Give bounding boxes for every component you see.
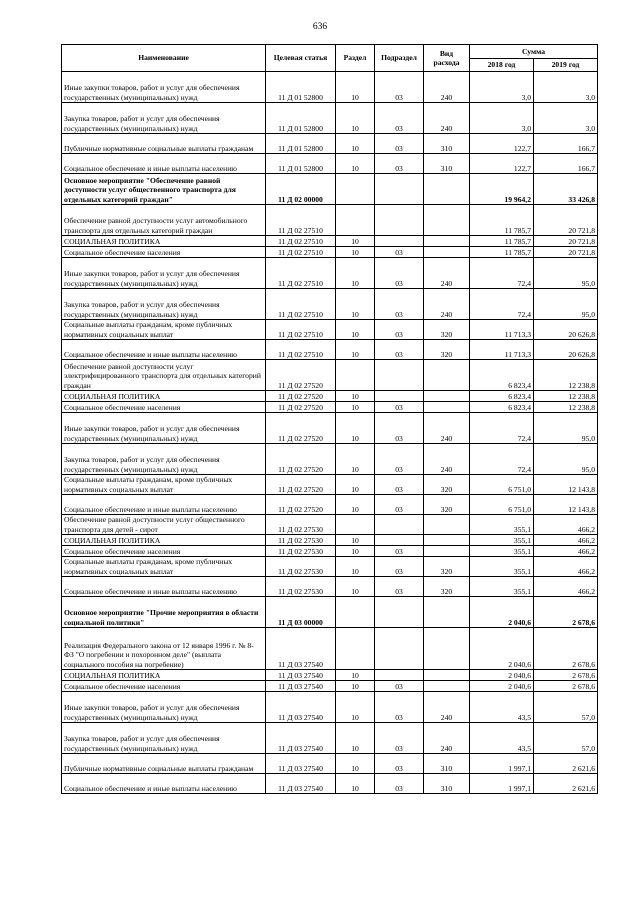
cell-sum-2019: 95,0 — [534, 444, 598, 475]
table-row — [62, 289, 598, 320]
header-target: Целевая статья — [266, 45, 336, 72]
cell-subsection: 03 — [375, 774, 424, 794]
cell-expense-type — [424, 402, 470, 413]
cell-sum-2019: 2 678,6 — [534, 670, 598, 681]
cell-target: 11 Д 02 27520 — [266, 444, 336, 475]
cell-expense-type: 240 — [424, 72, 470, 103]
cell-name: Социальное обеспечение населения — [62, 247, 266, 258]
cell-target: 11 Д 01 52800 — [266, 103, 336, 134]
table-body — [62, 72, 598, 794]
table-row — [62, 174, 598, 205]
cell-section: 10 — [336, 774, 375, 794]
table-row — [62, 413, 598, 444]
table-row — [62, 402, 598, 413]
cell-subsection: 03 — [375, 557, 424, 577]
cell-target: 11 Д 01 52800 — [266, 134, 336, 154]
table-row — [62, 360, 598, 391]
cell-name: Социальное обеспечение населения — [62, 681, 266, 692]
cell-name: Основное мероприятие "Обеспечение равной доступности услуг общественного транспорта для отдельных категорий граждан" — [62, 174, 266, 205]
cell-sum-2018: 19 964,2 — [470, 174, 534, 205]
cell-sum-2018: 122,7 — [470, 134, 534, 154]
cell-expense-type: 320 — [424, 340, 470, 360]
table-row — [62, 475, 598, 495]
cell-sum-2018: 2 040,6 — [470, 670, 534, 681]
cell-sum-2018: 43,5 — [470, 692, 534, 723]
cell-target: 11 Д 02 27520 — [266, 402, 336, 413]
cell-subsection: 03 — [375, 247, 424, 258]
table-row — [62, 774, 598, 794]
cell-expense-type — [424, 670, 470, 681]
cell-target: 11 Д 02 27510 — [266, 205, 336, 236]
cell-subsection: 03 — [375, 723, 424, 754]
cell-section: 10 — [336, 475, 375, 495]
cell-subsection — [375, 391, 424, 402]
cell-expense-type — [424, 174, 470, 205]
cell-section: 10 — [336, 557, 375, 577]
cell-subsection: 03 — [375, 340, 424, 360]
cell-section: 10 — [336, 577, 375, 597]
cell-subsection — [375, 670, 424, 681]
cell-section: 10 — [336, 154, 375, 174]
table-row — [62, 597, 598, 628]
cell-name: СОЦИАЛЬНАЯ ПОЛИТИКА — [62, 670, 266, 681]
cell-name: СОЦИАЛЬНАЯ ПОЛИТИКА — [62, 535, 266, 546]
cell-subsection — [375, 535, 424, 546]
cell-section: 10 — [336, 247, 375, 258]
cell-sum-2019: 12 238,8 — [534, 391, 598, 402]
cell-name: Обеспечение равной доступности услуг общественного транспорта для детей - сирот — [62, 515, 266, 535]
cell-sum-2018: 6 823,4 — [470, 360, 534, 391]
cell-subsection — [375, 174, 424, 205]
cell-expense-type: 310 — [424, 154, 470, 174]
cell-target: 11 Д 02 27520 — [266, 475, 336, 495]
cell-expense-type: 320 — [424, 475, 470, 495]
cell-name: Обеспечение равной доступности услуг электрифицированного транспорта для отдельных категорий граждан — [62, 360, 266, 391]
cell-expense-type — [424, 597, 470, 628]
cell-target: 11 Д 03 27540 — [266, 754, 336, 774]
cell-name: Социальное обеспечение и иные выплаты населению — [62, 154, 266, 174]
cell-target: 11 Д 02 27530 — [266, 515, 336, 535]
cell-sum-2018: 3,0 — [470, 103, 534, 134]
cell-sum-2019: 466,2 — [534, 546, 598, 557]
cell-sum-2019: 20 721,8 — [534, 205, 598, 236]
cell-section — [336, 174, 375, 205]
cell-section: 10 — [336, 681, 375, 692]
cell-target: 11 Д 02 27520 — [266, 391, 336, 402]
table-row — [62, 340, 598, 360]
cell-subsection: 03 — [375, 444, 424, 475]
cell-sum-2018: 355,1 — [470, 557, 534, 577]
cell-section: 10 — [336, 535, 375, 546]
cell-name: Социальные выплаты гражданам, кроме публичных нормативных социальных выплат — [62, 557, 266, 577]
cell-subsection: 03 — [375, 289, 424, 320]
cell-name: Иные закупки товаров, работ и услуг для обеспечения государственных (муниципальных) нужд — [62, 692, 266, 723]
cell-target: 11 Д 01 52800 — [266, 72, 336, 103]
cell-section: 10 — [336, 444, 375, 475]
cell-section — [336, 597, 375, 628]
cell-section: 10 — [336, 391, 375, 402]
cell-subsection: 03 — [375, 402, 424, 413]
budget-table — [61, 44, 598, 794]
cell-sum-2018: 1 997,1 — [470, 774, 534, 794]
cell-expense-type: 240 — [424, 289, 470, 320]
cell-target: 11 Д 03 27540 — [266, 628, 336, 670]
cell-subsection: 03 — [375, 475, 424, 495]
cell-name: Социальные выплаты гражданам, кроме публичных нормативных социальных выплат — [62, 320, 266, 340]
cell-sum-2018: 43,5 — [470, 723, 534, 754]
cell-subsection: 03 — [375, 258, 424, 289]
cell-sum-2019: 166,7 — [534, 134, 598, 154]
cell-name: Закупка товаров, работ и услуг для обеспечения государственных (муниципальных) нужд — [62, 444, 266, 475]
cell-name: Обеспечение равной доступности услуг автомобильного транспорта для отдельных категорий граждан — [62, 205, 266, 236]
cell-sum-2019: 466,2 — [534, 557, 598, 577]
cell-expense-type: 240 — [424, 692, 470, 723]
cell-sum-2018: 72,4 — [470, 258, 534, 289]
cell-name: Иные закупки товаров, работ и услуг для обеспечения государственных (муниципальных) нужд — [62, 72, 266, 103]
cell-target: 11 Д 02 27510 — [266, 247, 336, 258]
table-row — [62, 247, 598, 258]
cell-sum-2019: 95,0 — [534, 413, 598, 444]
cell-section — [336, 360, 375, 391]
cell-target: 11 Д 02 27530 — [266, 535, 336, 546]
table-row — [62, 692, 598, 723]
cell-name: Иные закупки товаров, работ и услуг для обеспечения государственных (муниципальных) нужд — [62, 413, 266, 444]
table-row — [62, 134, 598, 154]
cell-section: 10 — [336, 495, 375, 515]
cell-expense-type: 320 — [424, 495, 470, 515]
header-year-2018: 2018 год — [470, 59, 534, 72]
cell-sum-2018: 72,4 — [470, 289, 534, 320]
table-header — [62, 45, 598, 72]
cell-expense-type — [424, 247, 470, 258]
cell-sum-2018: 2 040,6 — [470, 628, 534, 670]
cell-sum-2019: 2 621,6 — [534, 774, 598, 794]
cell-sum-2019: 466,2 — [534, 535, 598, 546]
cell-subsection — [375, 628, 424, 670]
cell-expense-type — [424, 236, 470, 247]
cell-target: 11 Д 02 27510 — [266, 258, 336, 289]
cell-expense-type: 320 — [424, 320, 470, 340]
cell-name: Закупка товаров, работ и услуг для обеспечения государственных (муниципальных) нужд — [62, 103, 266, 134]
table-row — [62, 205, 598, 236]
table-row — [62, 103, 598, 134]
cell-subsection: 03 — [375, 692, 424, 723]
cell-subsection: 03 — [375, 320, 424, 340]
cell-section: 10 — [336, 340, 375, 360]
table-row — [62, 557, 598, 577]
cell-name: Социальное обеспечение населения — [62, 546, 266, 557]
cell-sum-2018: 11 713,3 — [470, 340, 534, 360]
cell-sum-2018: 6 823,4 — [470, 391, 534, 402]
cell-target: 11 Д 01 52800 — [266, 154, 336, 174]
cell-expense-type — [424, 628, 470, 670]
header-section: Раздел — [336, 45, 375, 72]
cell-target: 11 Д 03 27540 — [266, 670, 336, 681]
cell-sum-2019: 12 238,8 — [534, 360, 598, 391]
cell-subsection — [375, 205, 424, 236]
cell-section: 10 — [336, 134, 375, 154]
cell-sum-2019: 3,0 — [534, 72, 598, 103]
cell-subsection: 03 — [375, 72, 424, 103]
cell-sum-2019: 20 626,8 — [534, 320, 598, 340]
cell-target: 11 Д 03 00000 — [266, 597, 336, 628]
cell-section: 10 — [336, 546, 375, 557]
cell-expense-type — [424, 681, 470, 692]
cell-target: 11 Д 02 27530 — [266, 557, 336, 577]
cell-sum-2018: 355,1 — [470, 535, 534, 546]
cell-subsection: 03 — [375, 546, 424, 557]
cell-expense-type: 240 — [424, 103, 470, 134]
cell-section: 10 — [336, 754, 375, 774]
table-row — [62, 681, 598, 692]
cell-name: Социальное обеспечение и иные выплаты населению — [62, 340, 266, 360]
cell-section — [336, 205, 375, 236]
cell-target: 11 Д 03 27540 — [266, 723, 336, 754]
cell-subsection: 03 — [375, 103, 424, 134]
cell-expense-type: 310 — [424, 134, 470, 154]
cell-sum-2018: 11 785,7 — [470, 236, 534, 247]
cell-target: 11 Д 02 27510 — [266, 320, 336, 340]
cell-subsection: 03 — [375, 134, 424, 154]
cell-sum-2019: 2 678,6 — [534, 597, 598, 628]
cell-expense-type: 240 — [424, 444, 470, 475]
cell-section — [336, 515, 375, 535]
cell-sum-2019: 57,0 — [534, 692, 598, 723]
cell-sum-2018: 355,1 — [470, 515, 534, 535]
cell-expense-type — [424, 391, 470, 402]
cell-sum-2018: 11 785,7 — [470, 205, 534, 236]
cell-sum-2018: 72,4 — [470, 413, 534, 444]
cell-target: 11 Д 03 27540 — [266, 774, 336, 794]
header-year-2019: 2019 год — [534, 59, 598, 72]
cell-sum-2019: 20 721,8 — [534, 236, 598, 247]
cell-sum-2018: 11 713,3 — [470, 320, 534, 340]
cell-section: 10 — [336, 670, 375, 681]
cell-expense-type: 240 — [424, 258, 470, 289]
cell-sum-2019: 3,0 — [534, 103, 598, 134]
table-row — [62, 444, 598, 475]
cell-name: СОЦИАЛЬНАЯ ПОЛИТИКА — [62, 236, 266, 247]
cell-sum-2019: 95,0 — [534, 289, 598, 320]
cell-target: 11 Д 02 27510 — [266, 340, 336, 360]
table-row — [62, 258, 598, 289]
cell-name: Социальное обеспечение населения — [62, 402, 266, 413]
cell-name: Социальное обеспечение и иные выплаты населению — [62, 577, 266, 597]
cell-section: 10 — [336, 402, 375, 413]
table-row — [62, 546, 598, 557]
cell-name: Социальное обеспечение и иные выплаты населению — [62, 774, 266, 794]
cell-sum-2019: 12 143,8 — [534, 495, 598, 515]
cell-sum-2019: 20 721,8 — [534, 247, 598, 258]
cell-expense-type — [424, 360, 470, 391]
cell-target: 11 Д 02 27520 — [266, 495, 336, 515]
table-row — [62, 515, 598, 535]
cell-sum-2019: 12 143,8 — [534, 475, 598, 495]
cell-subsection: 03 — [375, 681, 424, 692]
table-row — [62, 723, 598, 754]
cell-expense-type: 310 — [424, 754, 470, 774]
cell-name: Иные закупки товаров, работ и услуг для обеспечения государственных (муниципальных) нужд — [62, 258, 266, 289]
cell-expense-type — [424, 515, 470, 535]
table-row — [62, 154, 598, 174]
cell-sum-2019: 20 626,8 — [534, 340, 598, 360]
cell-name: Публичные нормативные социальные выплаты гражданам — [62, 134, 266, 154]
cell-subsection — [375, 515, 424, 535]
header-expense-type: Вид расхода — [424, 45, 470, 72]
cell-section: 10 — [336, 320, 375, 340]
cell-sum-2019: 12 238,8 — [534, 402, 598, 413]
cell-target: 11 Д 02 27530 — [266, 577, 336, 597]
header-name: Наименование — [62, 45, 266, 72]
cell-sum-2018: 122,7 — [470, 154, 534, 174]
cell-target: 11 Д 02 27510 — [266, 236, 336, 247]
cell-expense-type: 320 — [424, 577, 470, 597]
table-row — [62, 754, 598, 774]
cell-section: 10 — [336, 289, 375, 320]
cell-target: 11 Д 02 27530 — [266, 546, 336, 557]
cell-section: 10 — [336, 692, 375, 723]
cell-section: 10 — [336, 103, 375, 134]
cell-sum-2019: 166,7 — [534, 154, 598, 174]
cell-sum-2019: 95,0 — [534, 258, 598, 289]
cell-expense-type: 320 — [424, 557, 470, 577]
cell-name: Реализация Федерального закона от 12 января 1996 г. № 8-ФЗ "О погребении и похоронном деле" (выплата социального пособия на погребение) — [62, 628, 266, 670]
cell-section: 10 — [336, 258, 375, 289]
cell-sum-2018: 3,0 — [470, 72, 534, 103]
page-number: 636 — [312, 22, 328, 32]
cell-sum-2018: 6 823,4 — [470, 402, 534, 413]
cell-expense-type: 310 — [424, 774, 470, 794]
cell-target: 11 Д 02 27520 — [266, 360, 336, 391]
cell-expense-type — [424, 535, 470, 546]
cell-sum-2019: 2 678,6 — [534, 681, 598, 692]
cell-sum-2018: 1 997,1 — [470, 754, 534, 774]
cell-sum-2019: 57,0 — [534, 723, 598, 754]
cell-subsection: 03 — [375, 577, 424, 597]
cell-name: СОЦИАЛЬНАЯ ПОЛИТИКА — [62, 391, 266, 402]
cell-sum-2018: 355,1 — [470, 577, 534, 597]
cell-name: Публичные нормативные социальные выплаты гражданам — [62, 754, 266, 774]
cell-sum-2019: 466,2 — [534, 577, 598, 597]
cell-name: Социальное обеспечение и иные выплаты населению — [62, 495, 266, 515]
cell-target: 11 Д 02 27520 — [266, 413, 336, 444]
cell-expense-type: 240 — [424, 723, 470, 754]
cell-name: Основное мероприятие "Прочие мероприятия в области социальной политики" — [62, 597, 266, 628]
cell-subsection: 03 — [375, 754, 424, 774]
cell-name: Закупка товаров, работ и услуг для обеспечения государственных (муниципальных) нужд — [62, 723, 266, 754]
header-subsection: Подраздел — [375, 45, 424, 72]
cell-sum-2018: 2 040,6 — [470, 597, 534, 628]
table-row — [62, 495, 598, 515]
table-row — [62, 535, 598, 546]
cell-name: Закупка товаров, работ и услуг для обеспечения государственных (муниципальных) нужд — [62, 289, 266, 320]
header-sum: Сумма — [470, 45, 598, 59]
table-row — [62, 72, 598, 103]
cell-target: 11 Д 03 27540 — [266, 692, 336, 723]
cell-section: 10 — [336, 236, 375, 247]
cell-subsection — [375, 360, 424, 391]
cell-target: 11 Д 03 27540 — [266, 681, 336, 692]
cell-subsection: 03 — [375, 154, 424, 174]
cell-sum-2018: 2 040,6 — [470, 681, 534, 692]
cell-sum-2019: 2 678,6 — [534, 628, 598, 670]
cell-expense-type — [424, 546, 470, 557]
cell-sum-2019: 466,2 — [534, 515, 598, 535]
table-row — [62, 391, 598, 402]
cell-target: 11 Д 02 00000 — [266, 174, 336, 205]
cell-target: 11 Д 02 27510 — [266, 289, 336, 320]
table-row — [62, 236, 598, 247]
table-row — [62, 320, 598, 340]
cell-sum-2019: 2 621,6 — [534, 754, 598, 774]
table-row — [62, 670, 598, 681]
cell-name: Социальные выплаты гражданам, кроме публичных нормативных социальных выплат — [62, 475, 266, 495]
cell-section: 10 — [336, 72, 375, 103]
cell-sum-2019: 33 426,8 — [534, 174, 598, 205]
cell-sum-2018: 355,1 — [470, 546, 534, 557]
cell-section: 10 — [336, 413, 375, 444]
table-row — [62, 577, 598, 597]
cell-sum-2018: 72,4 — [470, 444, 534, 475]
cell-subsection — [375, 597, 424, 628]
cell-sum-2018: 6 751,0 — [470, 495, 534, 515]
table-row — [62, 628, 598, 670]
cell-expense-type — [424, 205, 470, 236]
cell-sum-2018: 11 785,7 — [470, 247, 534, 258]
cell-subsection: 03 — [375, 413, 424, 444]
cell-subsection: 03 — [375, 495, 424, 515]
cell-expense-type: 240 — [424, 413, 470, 444]
cell-sum-2018: 6 751,0 — [470, 475, 534, 495]
cell-section: 10 — [336, 723, 375, 754]
cell-subsection — [375, 236, 424, 247]
cell-section — [336, 628, 375, 670]
